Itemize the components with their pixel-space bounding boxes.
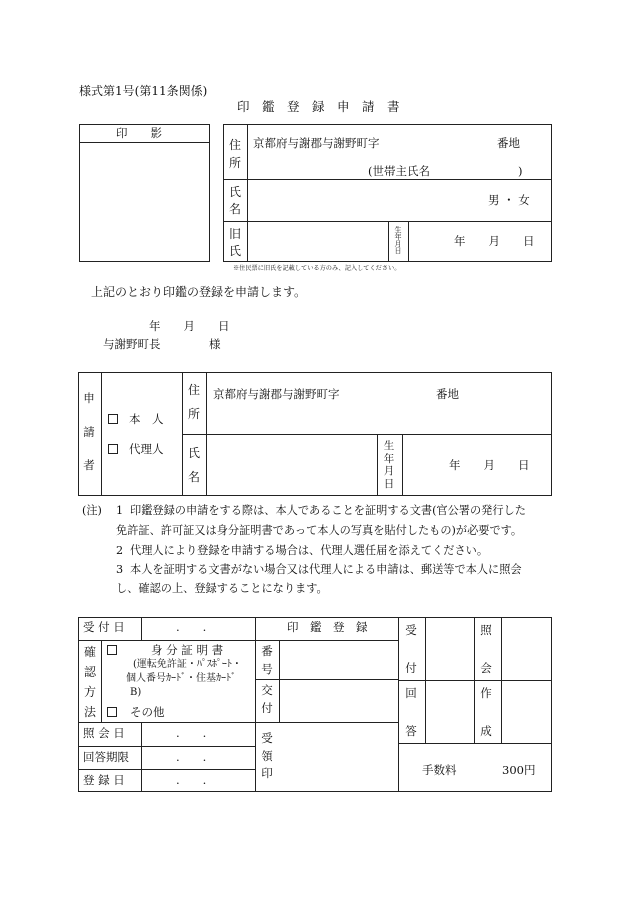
application-statement: 上記のとおり印鑑の登録を申請します。	[91, 285, 307, 299]
received-date-value[interactable]: . .	[176, 620, 207, 634]
registrant-address-label: 住 所	[228, 138, 241, 170]
other-label: その他	[130, 705, 165, 719]
registrant-birth-date[interactable]: 年 月 日	[454, 234, 535, 248]
note-1-line-2: 免許証、許可証又は身分証明書であって本人の写真を貼付したもの)が必要です。	[116, 524, 523, 537]
seal-registration-header: 印 鑑 登 録	[287, 620, 368, 634]
reply-label: 回 答	[405, 686, 417, 738]
fee-value: 300円	[502, 763, 536, 777]
registrant-birth-label: 生 年 月 日	[394, 226, 402, 255]
receipt-seal-label: 受 領 印	[261, 731, 273, 780]
self-checkbox[interactable]	[108, 414, 118, 424]
seal-label: 印 影	[116, 126, 162, 140]
issue-label: 交 付	[261, 683, 273, 715]
number-label: 番 号	[261, 644, 273, 676]
other-checkbox[interactable]	[107, 707, 117, 717]
form-number: 様式第1号(第11条関係)	[79, 84, 208, 98]
household-head-close: )	[518, 164, 523, 178]
gender-select[interactable]: 男 ・ 女	[488, 193, 530, 207]
reception-label: 受 付	[405, 623, 417, 675]
proxy-checkbox[interactable]	[108, 444, 118, 454]
applicant-name-label: 氏 名	[187, 446, 200, 484]
fee-label: 手数料	[422, 763, 457, 777]
id-examples-line-2: 個人番号ｶｰﾄﾞ・住基ｶｰﾄﾞ	[126, 673, 236, 684]
household-head-label: (世帯主氏名	[368, 164, 430, 178]
registration-date-label: 登 録 日	[83, 773, 125, 787]
addressee-honorific: 様	[209, 337, 221, 351]
self-label: 本 人	[129, 412, 164, 426]
applicant-birth-date[interactable]: 年 月 日	[449, 458, 530, 472]
form-title: 印 鑑 登 録 申 請 書	[237, 99, 400, 114]
reply-deadline-value[interactable]: . .	[176, 750, 207, 764]
inquiry-label: 照 会	[480, 623, 492, 675]
inquiry-date-label: 照 会 日	[83, 726, 125, 740]
addressee-mayor: 与謝野町長	[103, 337, 161, 351]
notes-marker: (注)	[82, 504, 102, 517]
id-examples-line-1: (運転免許証・ﾊﾟｽﾎﾟｰﾄ・	[133, 659, 242, 670]
registrant-name-label: 氏 名	[228, 185, 241, 216]
applicant-label: 申 請 者	[83, 391, 95, 472]
note-2-line-1: 代理人により登録を申請する場合は、代理人選任届を添えてください。	[130, 544, 489, 557]
registrant-address-prefix[interactable]: 京都府与謝郡与謝野町字	[253, 136, 380, 150]
received-date-label: 受 付 日	[83, 620, 125, 634]
id-document-label: 身 分 証 明 書	[151, 643, 224, 657]
application-date[interactable]: 年 月 日	[149, 319, 230, 333]
registrant-address-suffix: 番地	[497, 136, 520, 150]
former-name-footnote: ※住民票に旧氏を記載している方のみ、記入してください。	[233, 265, 401, 272]
applicant-birth-label: 生 年 月 日	[383, 440, 395, 490]
inquiry-date-value[interactable]: . .	[176, 726, 207, 740]
reply-deadline-label: 回答期限	[83, 750, 129, 764]
id-document-checkbox[interactable]	[107, 645, 117, 655]
preparation-label: 作 成	[480, 686, 492, 738]
applicant-address-label: 住 所	[187, 383, 200, 421]
applicant-address-prefix[interactable]: 京都府与謝郡与謝野町字	[213, 387, 340, 401]
verification-method-label: 確 認 方 法	[83, 645, 96, 719]
note-3-line-1: 本人を証明する文書がない場合又は代理人による申請は、郵送等で本人に照会	[130, 563, 522, 576]
former-name-label: 旧 氏	[228, 227, 241, 258]
note-3-number: 3	[116, 563, 124, 576]
proxy-label: 代理人	[129, 442, 164, 456]
id-examples-line-3: B)	[130, 687, 142, 698]
note-1-number: 1	[116, 504, 124, 517]
registration-date-value[interactable]: . .	[176, 773, 207, 787]
note-1-line-1: 印鑑登録の申請をする際は、本人であることを証明する文書(官公署の発行した	[130, 504, 526, 517]
note-3-line-2: し、確認の上、登録することになります。	[116, 582, 328, 595]
note-2-number: 2	[116, 544, 124, 557]
seal-impression-box[interactable]	[79, 124, 210, 262]
applicant-address-suffix: 番地	[436, 387, 459, 401]
